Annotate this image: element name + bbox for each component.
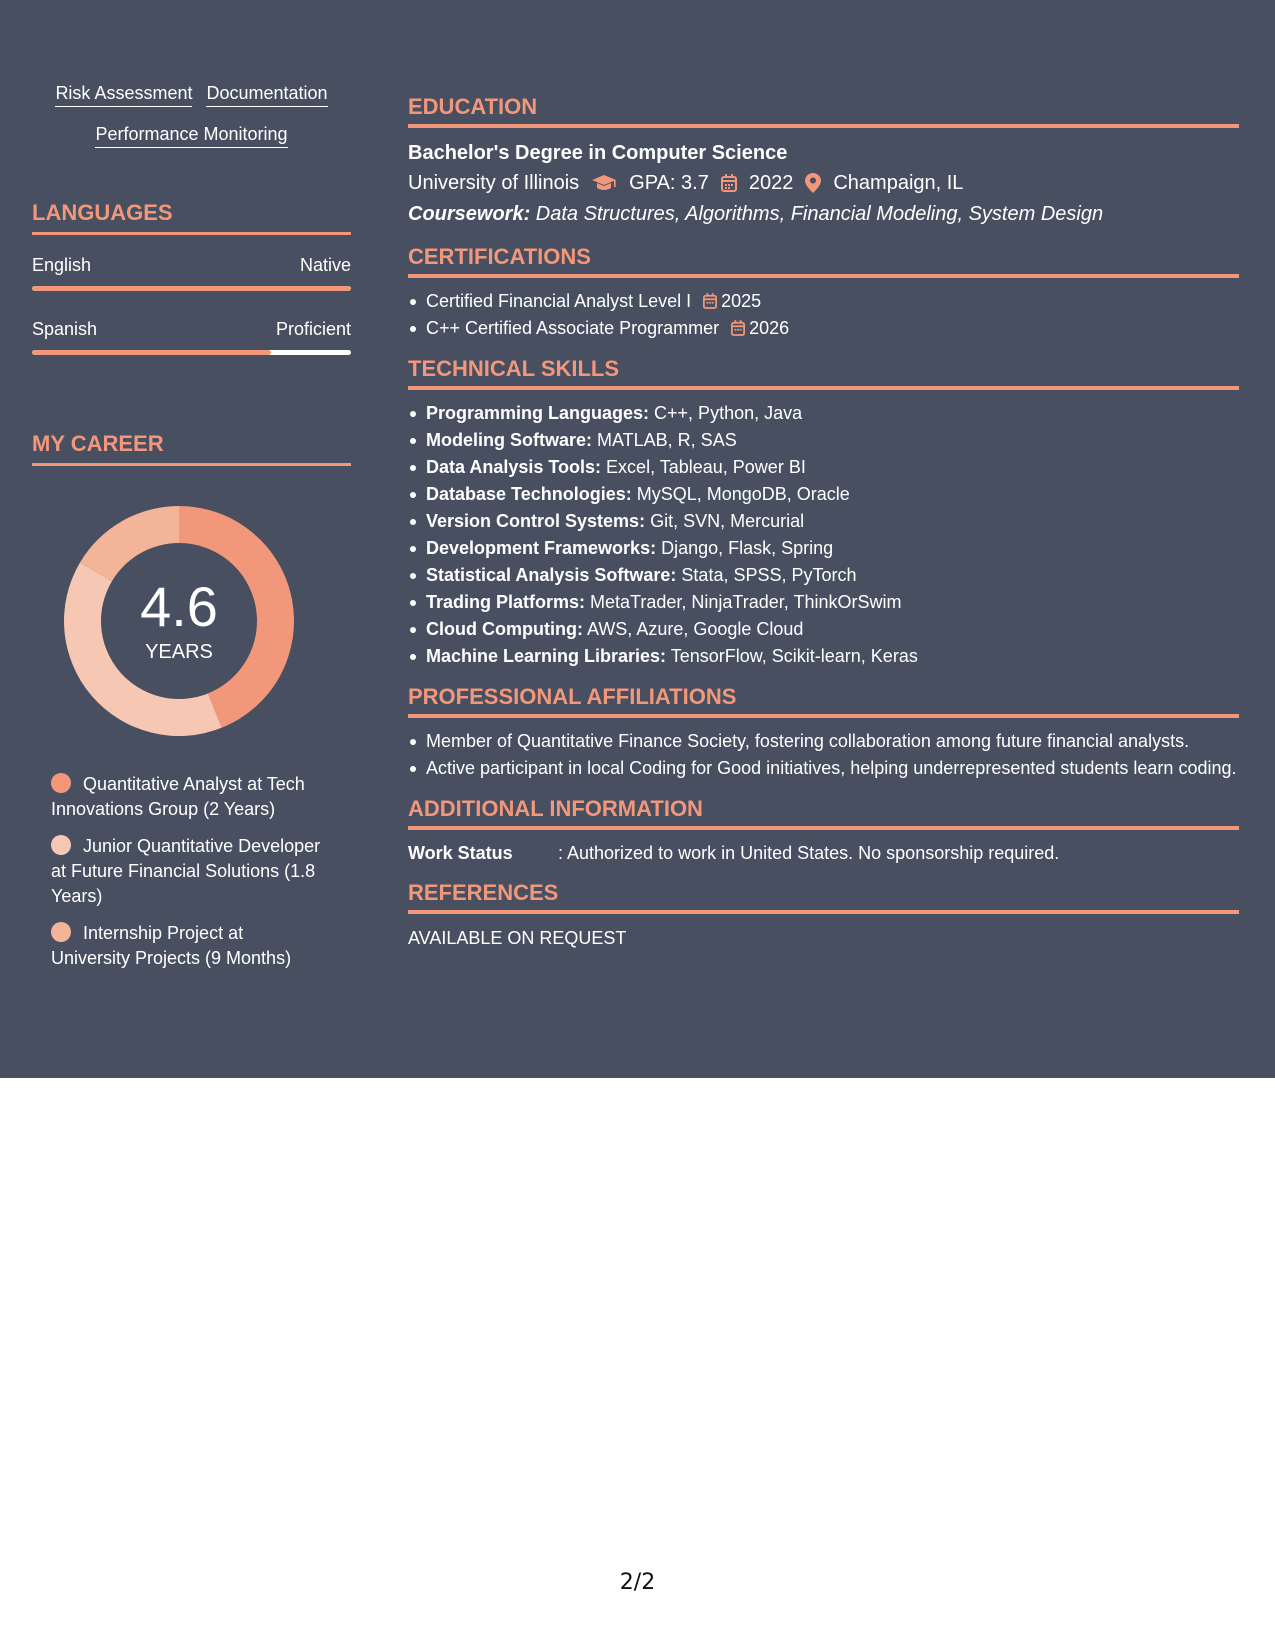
- skill-item: [408, 427, 1239, 454]
- skill-category: Cloud Computing:: [426, 619, 583, 639]
- skill-item: [408, 562, 1239, 589]
- certification-year: 2025: [721, 291, 762, 311]
- certification-name: C++ Certified Associate Programmer: [426, 318, 720, 338]
- technical-skills-list: [408, 400, 1239, 670]
- skill-values: Git, SVN, Mercurial: [645, 511, 805, 531]
- skill-item: [408, 589, 1239, 616]
- certification-name: Certified Financial Analyst Level I: [426, 291, 692, 311]
- skill-tag: Risk Assessment: [55, 84, 192, 107]
- degree-title: Bachelor's Degree in Computer Science: [408, 142, 788, 164]
- certifications-section: [408, 244, 1239, 342]
- skill-item: [408, 643, 1239, 670]
- affiliations-list: [408, 728, 1239, 782]
- technical-skills-section: [408, 356, 1239, 670]
- additional-info-section: [408, 796, 1239, 866]
- technical-skills-heading: TECHNICAL SKILLS: [408, 356, 1239, 390]
- certifications-list: [408, 288, 1239, 342]
- skill-item: [408, 400, 1239, 427]
- education-heading: EDUCATION: [408, 94, 1239, 128]
- calendar-icon: [703, 293, 717, 309]
- skill-values: C++, Python, Java: [649, 403, 803, 423]
- language-level: Proficient: [275, 319, 351, 339]
- language-bar-fill: [32, 286, 351, 291]
- career-dot: [51, 773, 71, 793]
- skill-category: Version Control Systems:: [426, 511, 646, 531]
- career-item: [51, 834, 321, 909]
- career-total-years: 4.6: [140, 574, 218, 638]
- skill-category: Statistical Analysis Software:: [426, 565, 677, 585]
- certifications-heading: CERTIFICATIONS: [408, 244, 1239, 278]
- references-section: [408, 880, 1239, 952]
- skill-values: Excel, Tableau, Power BI: [601, 457, 806, 477]
- coursework-label: Coursework:: [408, 203, 531, 225]
- skill-category: Data Analysis Tools:: [426, 457, 602, 477]
- coursework-list: Data Structures, Algorithms, Financial Modeling, System Design: [530, 203, 1104, 225]
- references-text: AVAILABLE ON REQUEST: [408, 928, 627, 948]
- career-years-unit: YEARS: [145, 640, 213, 663]
- skill-category: Modeling Software:: [426, 430, 592, 450]
- skill-values: MetaTrader, NinjaTrader, ThinkOrSwim: [585, 592, 902, 612]
- career-item-text: Internship Project at University Projects (9 Months): [51, 923, 292, 968]
- language-level: Native: [299, 255, 351, 275]
- location-pin-icon: [805, 173, 821, 193]
- affiliations-section: [408, 684, 1239, 782]
- skill-item: [408, 535, 1239, 562]
- skill-category: Database Technologies:: [426, 484, 632, 504]
- references-heading: REFERENCES: [408, 880, 1239, 914]
- career-item-text: Quantitative Analyst at Tech Innovations Group (2 Years): [51, 774, 305, 819]
- left-column: [32, 84, 351, 983]
- career-item: [51, 772, 321, 822]
- skill-tag: Documentation: [206, 84, 327, 107]
- work-status-label: Work Status: [408, 843, 513, 863]
- education-section: [408, 94, 1239, 230]
- language-name: English: [32, 255, 92, 275]
- skill-item: [408, 481, 1239, 508]
- school-location: Champaign, IL: [833, 172, 964, 194]
- language-item: [32, 255, 351, 291]
- skill-values: AWS, Azure, Google Cloud: [582, 619, 804, 639]
- skill-values: TensorFlow, Scikit-learn, Keras: [666, 646, 918, 666]
- certification-year: 2026: [749, 318, 790, 338]
- certification-item: [408, 288, 1239, 315]
- language-item: [32, 319, 351, 355]
- language-bar: [32, 350, 351, 355]
- languages-heading: LANGUAGES: [32, 200, 351, 235]
- career-heading: MY CAREER: [32, 431, 351, 466]
- career-item: [51, 921, 321, 971]
- career-donut-chart: [64, 506, 294, 736]
- language-bar-fill: [32, 350, 271, 355]
- skill-category: Trading Platforms:: [426, 592, 586, 612]
- skill-values: Django, Flask, Spring: [656, 538, 834, 558]
- language-bar: [32, 286, 351, 291]
- graduation-cap-icon: [591, 173, 617, 193]
- affiliation-item: Active participant in local Coding for Good initiatives, helping underrepresented students learn coding.: [408, 755, 1239, 782]
- calendar-icon: [721, 174, 737, 192]
- skill-item: [408, 454, 1239, 481]
- right-column: [408, 94, 1239, 966]
- language-name: Spanish: [32, 319, 98, 339]
- languages-section: [32, 200, 351, 355]
- career-item-text: Junior Quantitative Developer at Future Financial Solutions (1.8 Years): [51, 836, 321, 906]
- work-status-value: : Authorized to work in United States. No sponsorship required.: [558, 843, 1060, 863]
- school-name: University of Illinois: [408, 172, 580, 194]
- skills-tags: [32, 84, 351, 166]
- work-status-row: [408, 840, 1239, 866]
- graduation-year: 2022: [748, 172, 794, 194]
- page-number: 2/2: [619, 1570, 656, 1595]
- certification-item: [408, 315, 1239, 342]
- education-meta: [408, 168, 1239, 198]
- calendar-icon: [731, 320, 745, 336]
- additional-info-heading: ADDITIONAL INFORMATION: [408, 796, 1239, 830]
- skill-values: Stata, SPSS, PyTorch: [676, 565, 857, 585]
- skill-tag: Performance Monitoring: [95, 125, 287, 148]
- gpa: GPA: 3.7: [629, 172, 709, 194]
- affiliations-heading: PROFESSIONAL AFFILIATIONS: [408, 684, 1239, 718]
- skill-category: Machine Learning Libraries:: [426, 646, 667, 666]
- skill-item: [408, 616, 1239, 643]
- skill-item: [408, 508, 1239, 535]
- skill-values: MySQL, MongoDB, Oracle: [631, 484, 850, 504]
- career-dot: [51, 835, 71, 855]
- skill-category: Programming Languages:: [426, 403, 650, 423]
- affiliation-item: Member of Quantitative Finance Society, fostering collaboration among future financial analysts.: [408, 728, 1239, 755]
- career-section: [32, 431, 351, 971]
- coursework: [408, 198, 1239, 230]
- skill-values: MATLAB, R, SAS: [592, 430, 737, 450]
- career-dot: [51, 922, 71, 942]
- skill-category: Development Frameworks:: [426, 538, 657, 558]
- career-legend: [51, 772, 321, 971]
